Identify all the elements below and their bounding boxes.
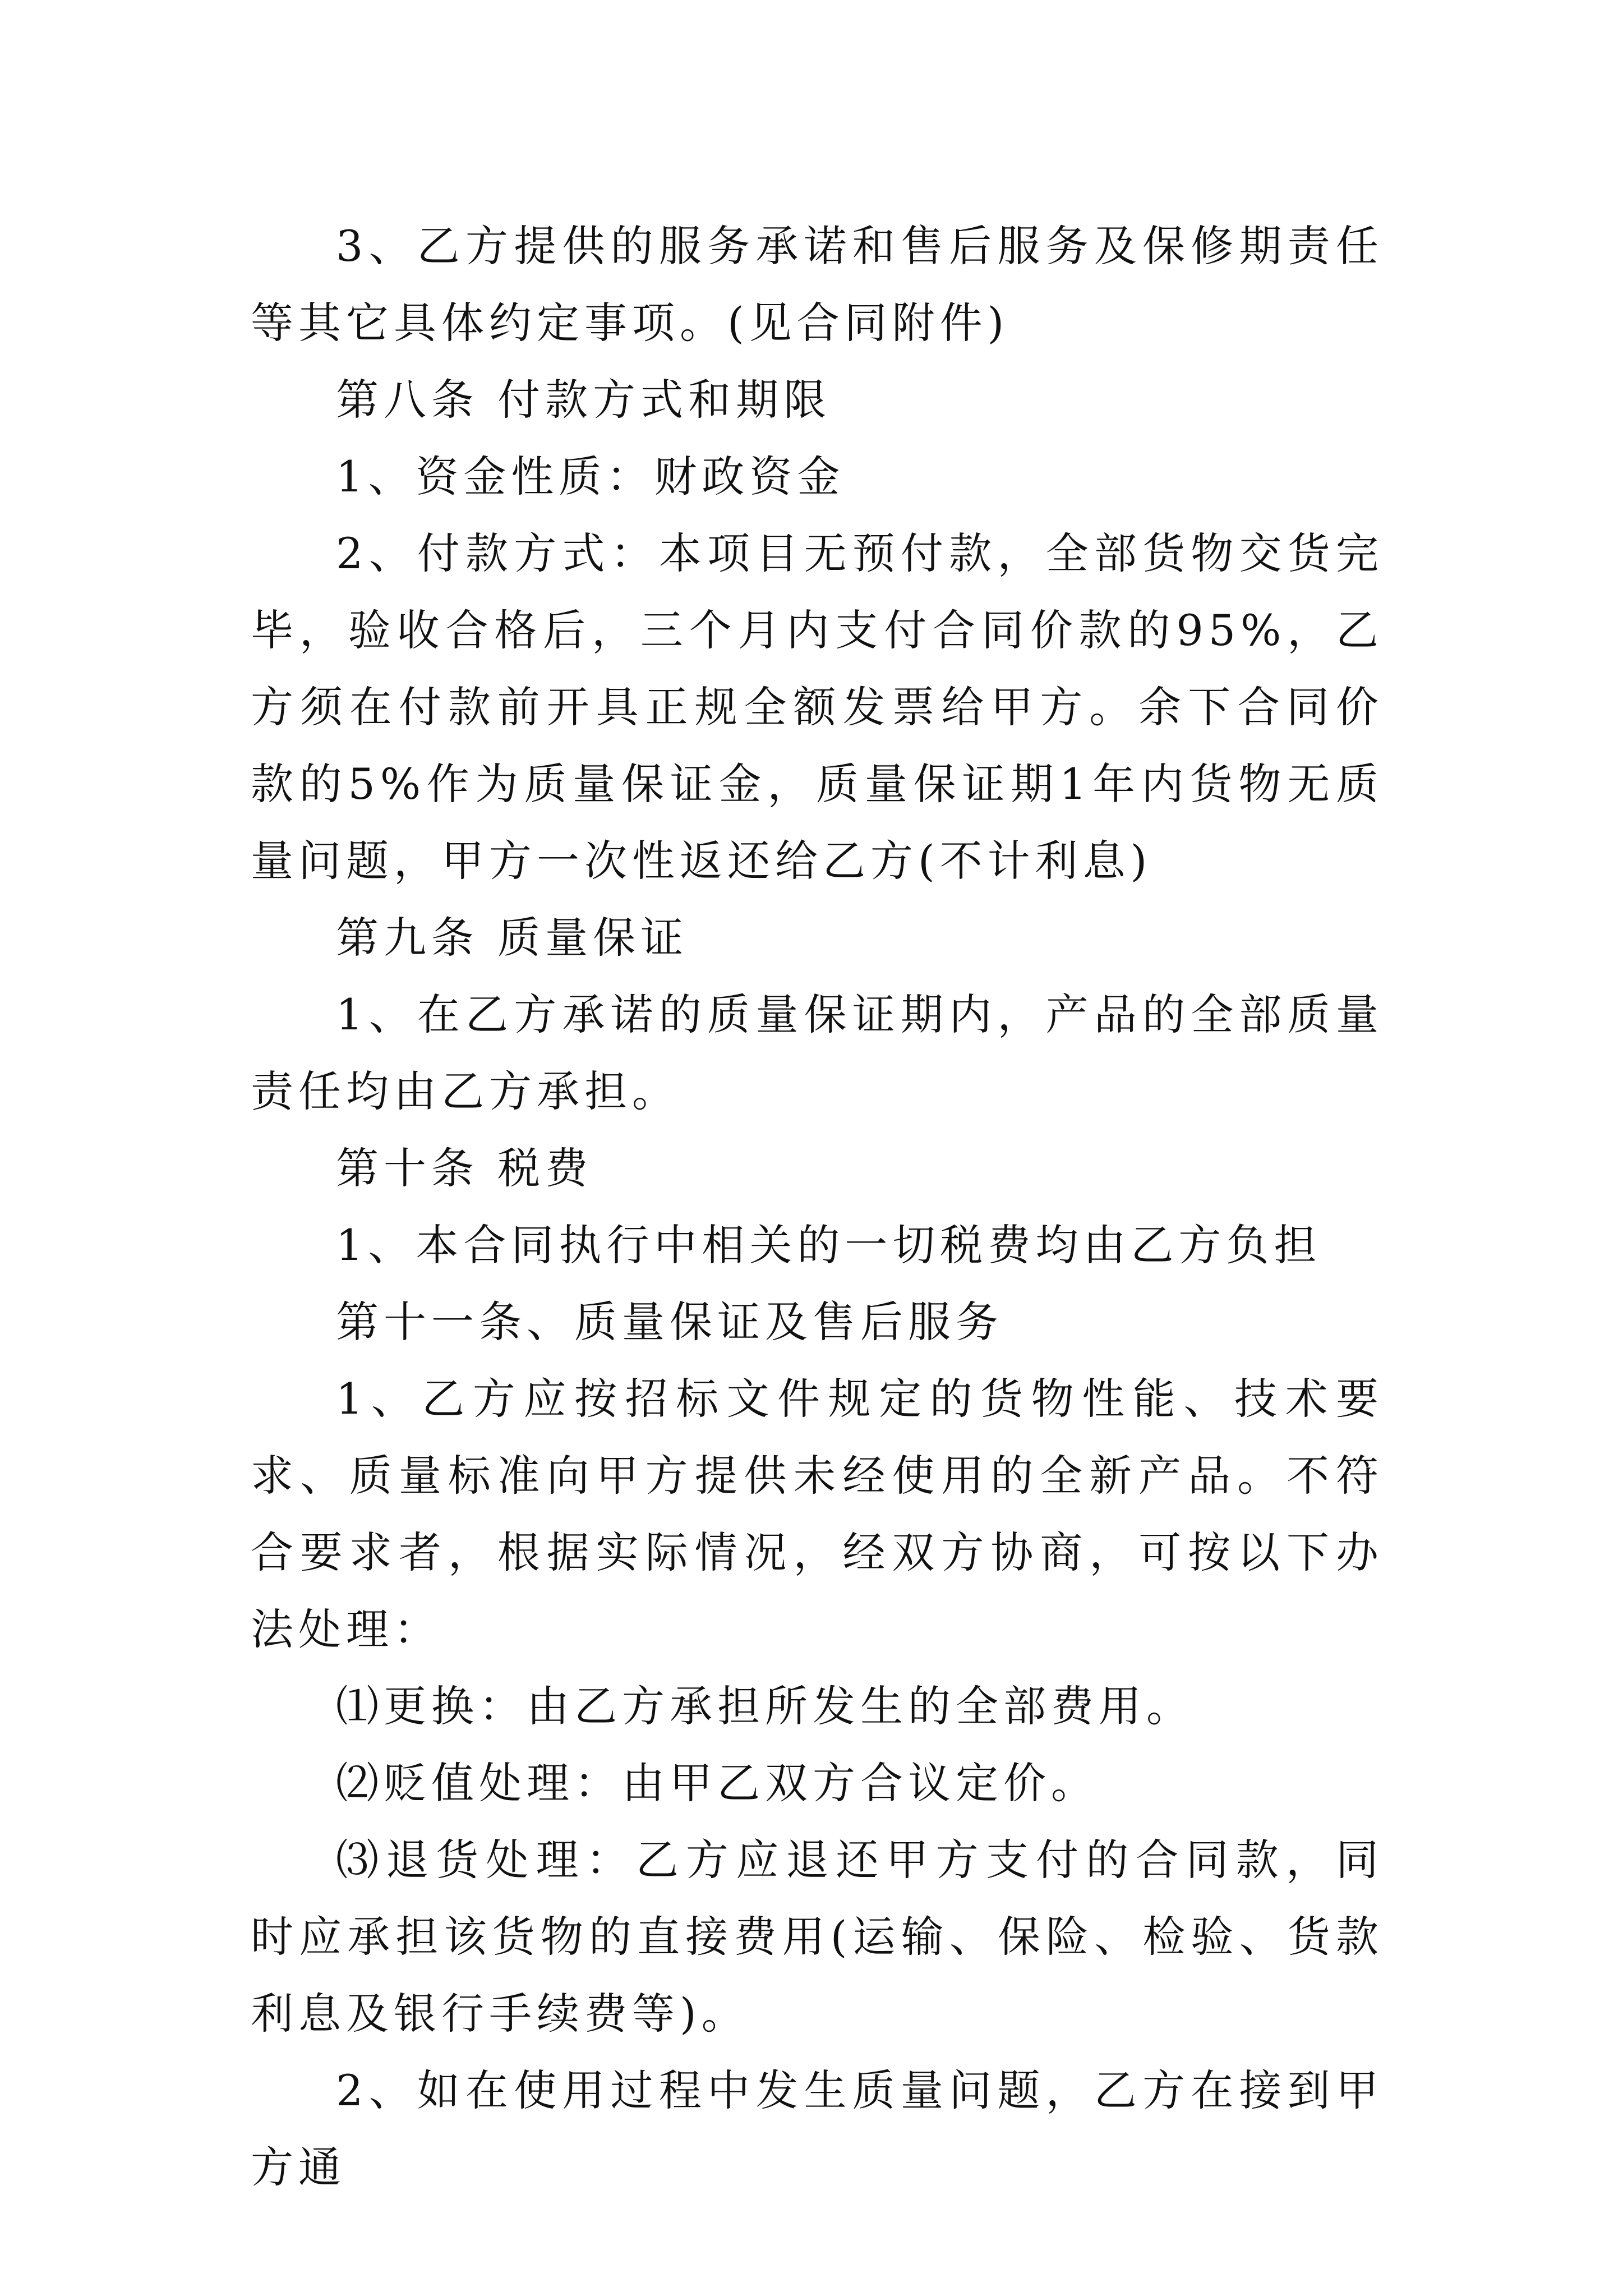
paragraph-service-commitment: 3、乙方提供的服务承诺和售后服务及保修期责任等其它具体约定事项。(见合同附件)	[251, 221, 1384, 348]
paragraph-quality-issue-notice: 2、如在使用过程中发生质量问题，乙方在接到甲方通	[251, 2065, 1384, 2192]
paragraph-fund-nature: 1、资金性质：财政资金	[336, 452, 845, 501]
heading-article-8: 第八条 付款方式和期限	[336, 375, 832, 425]
heading-article-10: 第十条 税费	[336, 1143, 593, 1193]
paragraph-return-processing: ⑶退货处理：乙方应退还甲方支付的合同款，同时应承担该货物的直接费用(运输、保险、检验、货款利息及银行手续费等)。	[251, 1835, 1384, 2039]
paragraph-depreciation: ⑵贬值处理：由甲乙双方合议定价。	[336, 1758, 1099, 1808]
paragraph-quality-responsibility: 1、在乙方承诺的质量保证期内，产品的全部质量责任均由乙方承担。	[251, 990, 1384, 1116]
heading-article-11: 第十一条、质量保证及售后服务	[336, 1297, 1003, 1347]
paragraph-payment-method: 2、付款方式：本项目无预付款，全部货物交货完毕，验收合格后，三个月内支付合同价款的95%，乙方须在付款前开具正规全额发票给甲方。余下合同价款的5%作为质量保证金，质量保证期1年内货物无质量问题，甲方一次性返还给乙方(不计利息)	[251, 528, 1384, 886]
paragraph-tax-burden: 1、本合同执行中相关的一切税费均由乙方负担	[336, 1220, 1322, 1270]
heading-article-9: 第九条 质量保证	[336, 913, 689, 963]
document-body	[251, 208, 1384, 2206]
paragraph-product-requirements: 1、乙方应按招标文件规定的货物性能、技术要求、质量标准向甲方提供未经使用的全新产品。不符合要求者，根据实际情况，经双方协商，可按以下办法处理：	[251, 1374, 1384, 1654]
paragraph-replacement: ⑴更换：由乙方承担所发生的全部费用。	[336, 1681, 1194, 1731]
